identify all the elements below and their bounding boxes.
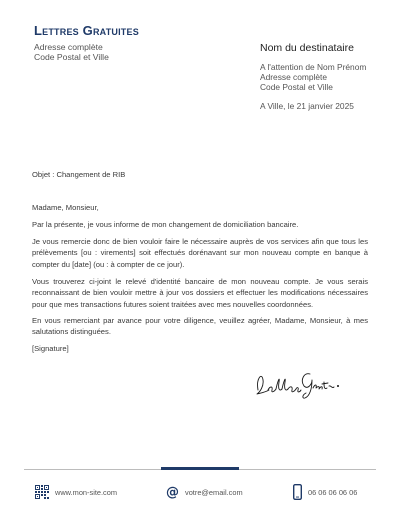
footer-website[interactable]	[35, 484, 117, 500]
recipient-postal-city: Code Postal et Ville	[260, 82, 333, 92]
recipient-name: Nom du destinataire	[260, 42, 354, 54]
signature-text: Lettres Gratuites	[252, 364, 260, 365]
mobile-phone-icon	[293, 484, 302, 500]
sender-name: Lettres Gratuites	[34, 23, 139, 38]
footer-phone-text: 06 06 06 06 06	[308, 487, 358, 497]
sender-address: Adresse complète	[34, 42, 103, 52]
date-line: A Ville, le 21 janvier 2025	[260, 101, 354, 111]
paragraph-2: Je vous remercie donc de bien vouloir faire le nécessaire auprès de vos services afin que tous les prélèvements [ou : virements] soit effectués dorénavant sur mon nouveau compte en banque à compter du [date] (ou : à compter de ce jour).	[32, 237, 368, 269]
paragraph-3: Vous trouverez ci-joint le relevé d'identité bancaire de mon nouveau compte. Je vous serais reconnaissant de bien vouloir mettre à jour vos dossiers et effectuer les modifications nécessaires pour que mes transactions futures soient traitées avec mes nouvelles coordonnées.	[32, 277, 368, 309]
footer-email[interactable]	[166, 484, 243, 500]
sender-postal-city: Code Postal et Ville	[34, 52, 109, 62]
greeting: Madame, Monsieur,	[32, 203, 99, 212]
footer-email-text: votre@email.com	[185, 487, 243, 497]
subject-line: Objet : Changement de RIB	[32, 170, 126, 179]
recipient-address: Adresse complète	[260, 72, 328, 82]
paragraph-4: En vous remerciant par avance pour votre diligence, veuillez agréer, Madame, Monsieur, à mes salutations distinguées.	[32, 316, 368, 337]
footer-accent-bar	[161, 467, 239, 470]
signature-placeholder: [Signature]	[32, 344, 69, 353]
footer-phone[interactable]	[293, 484, 357, 500]
at-sign-icon: @	[166, 484, 179, 500]
paragraph-1: Par la présente, je vous informe de mon changement de domiciliation bancaire.	[32, 220, 299, 229]
handwritten-signature	[252, 364, 342, 400]
footer-website-text: www.mon-site.com	[55, 487, 118, 497]
recipient-attention: A l'attention de Nom Prénom	[260, 62, 367, 72]
qr-code-icon	[35, 485, 49, 499]
